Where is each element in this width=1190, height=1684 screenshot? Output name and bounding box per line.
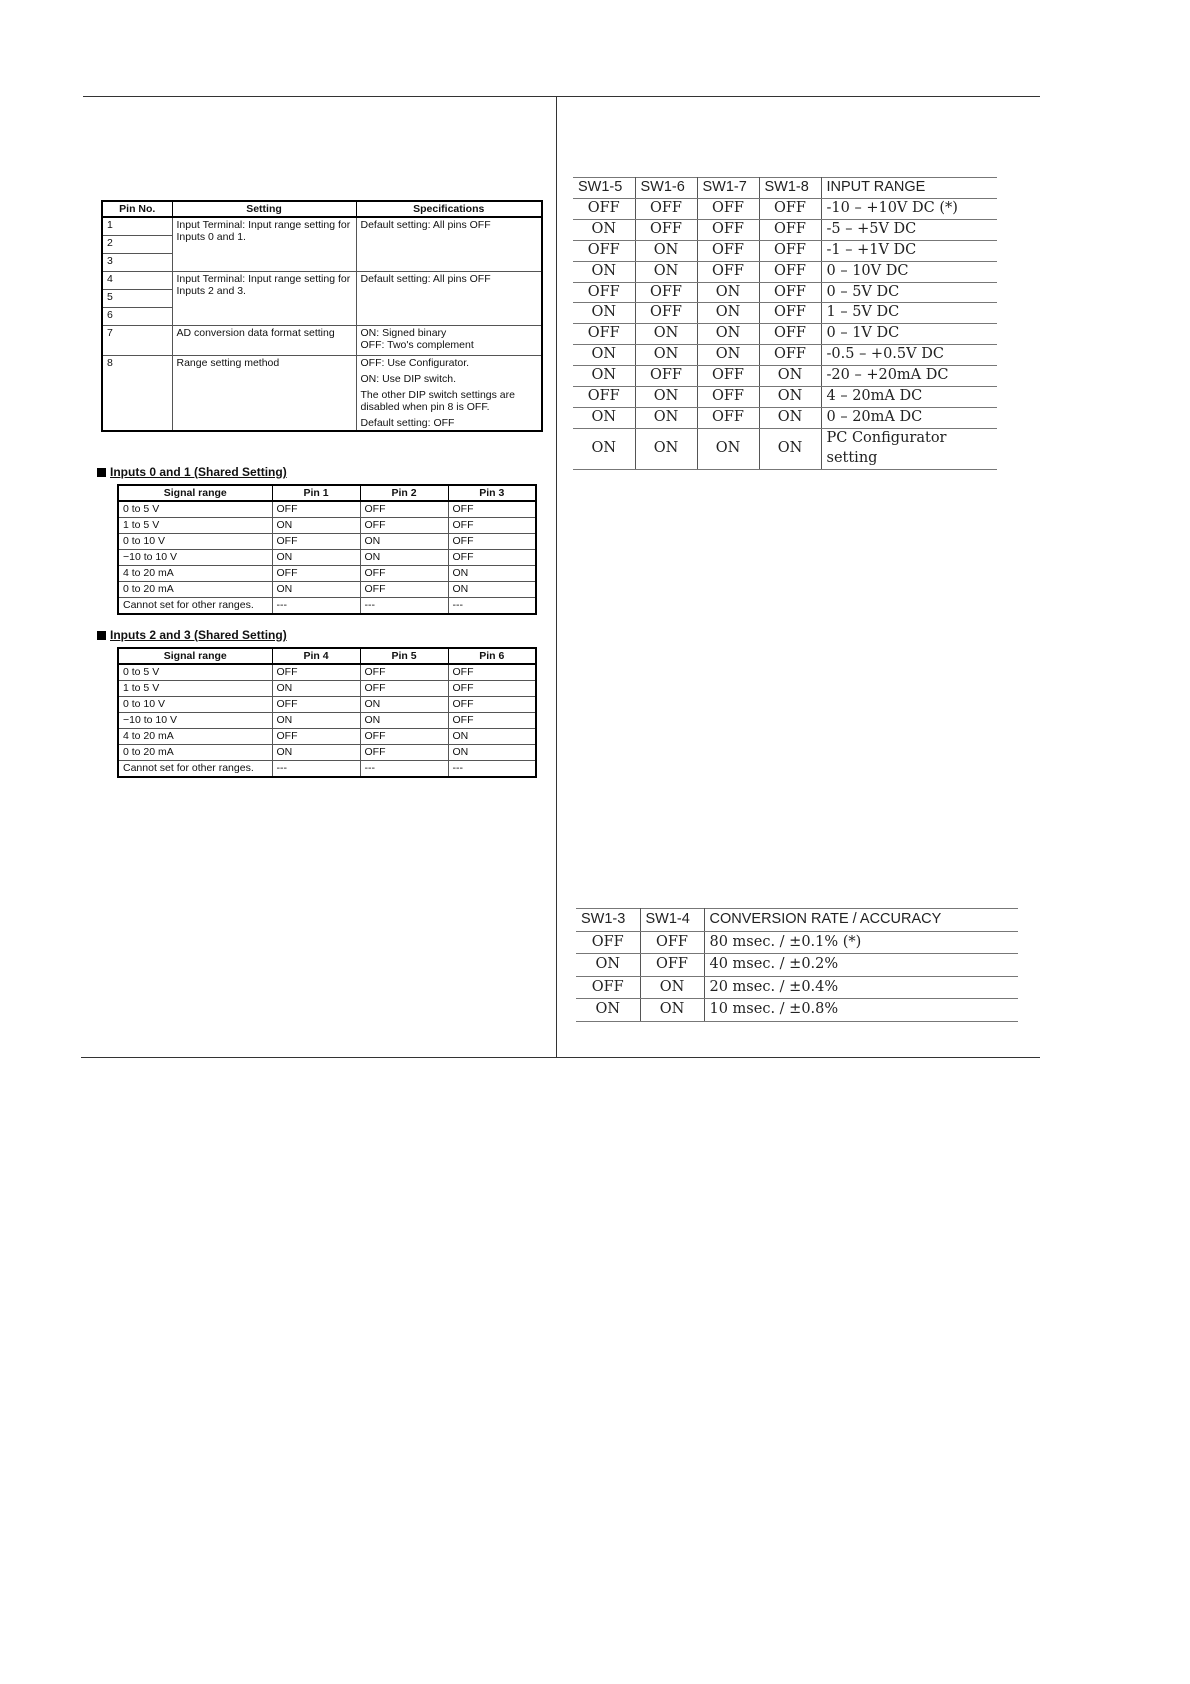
table-row [118, 745, 536, 761]
table-cell: OFF [360, 582, 448, 598]
table-cell: OFF [448, 681, 536, 697]
column-header: Pin 5 [360, 648, 448, 664]
table-cell: ON [576, 954, 640, 977]
table-cell: ON [759, 428, 821, 469]
column-header: Pin 2 [360, 485, 448, 501]
table-row [118, 681, 536, 697]
table-cell: OFF [448, 697, 536, 713]
table-cell: ON [697, 428, 759, 469]
pin-header: Pin No. [102, 201, 172, 217]
table-cell: ON [448, 582, 536, 598]
setting-header: Setting [172, 201, 356, 217]
table-cell: OFF [573, 240, 635, 261]
pin-number: 8 [102, 356, 172, 432]
column-header: SW1-3 [576, 909, 640, 932]
column-header: SW1-5 [573, 178, 635, 199]
spec-line: ON: Use DIP switch. [360, 373, 456, 385]
column-header: Pin 6 [448, 648, 536, 664]
table-cell: OFF [759, 282, 821, 303]
table-cell: --- [272, 598, 360, 615]
conversion-rate-table [576, 908, 1018, 1022]
column-divider [556, 96, 557, 1058]
table-cell: OFF [635, 219, 697, 240]
table-cell: 0 – 10V DC [821, 261, 997, 282]
spec-cell [356, 326, 542, 356]
spec-line: OFF: Two's complement [360, 339, 474, 351]
table-cell: OFF [360, 566, 448, 582]
table-cell: OFF [697, 366, 759, 387]
table-cell: ON [635, 387, 697, 408]
setting-cell: Range setting method [172, 356, 356, 432]
table-row [573, 387, 997, 408]
table-cell: OFF [448, 713, 536, 729]
table-cell: ON [360, 713, 448, 729]
table-cell: 40 msec. / ±0.2% [704, 954, 1018, 977]
table-cell: OFF [573, 198, 635, 219]
table-row [573, 240, 997, 261]
table-cell: ON [360, 534, 448, 550]
pin-number: 3 [102, 254, 172, 272]
table-cell: OFF [640, 954, 704, 977]
table-cell: OFF [272, 534, 360, 550]
table-cell: Cannot set for other ranges. [118, 598, 272, 615]
pin-number: 2 [102, 236, 172, 254]
table-cell: ON [759, 387, 821, 408]
table-cell: ON [635, 324, 697, 345]
table-cell: 1 to 5 V [118, 681, 272, 697]
spec-line: ON: Signed binary [360, 327, 447, 339]
spec-cell [356, 356, 542, 432]
pin-number: 7 [102, 326, 172, 356]
table-cell: ON [640, 976, 704, 999]
table-row [118, 664, 536, 681]
table-row [118, 729, 536, 745]
table-cell: ON [272, 713, 360, 729]
column-header: SW1-4 [640, 909, 704, 932]
table-row [576, 999, 1018, 1022]
table-cell: ON [635, 407, 697, 428]
section-title-inputs-2-3: Inputs 2 and 3 (Shared Setting) [97, 628, 287, 642]
table-row [573, 428, 997, 469]
table-cell: ON [360, 550, 448, 566]
table-row [118, 598, 536, 615]
table-cell: ON [697, 303, 759, 324]
table-row [573, 407, 997, 428]
table-cell: Cannot set for other ranges. [118, 761, 272, 778]
table-cell: OFF [272, 664, 360, 681]
table-row [576, 954, 1018, 977]
column-header: SW1-7 [697, 178, 759, 199]
table-cell: 0 – 5V DC [821, 282, 997, 303]
column-header: CONVERSION RATE / ACCURACY [704, 909, 1018, 932]
table-cell: OFF [573, 387, 635, 408]
table-row [102, 326, 542, 356]
table-row [573, 261, 997, 282]
bottom-divider [81, 1057, 1040, 1058]
table-row [118, 713, 536, 729]
table-cell: ON [448, 566, 536, 582]
column-header: SW1-8 [759, 178, 821, 199]
table-cell: OFF [272, 566, 360, 582]
table-cell: ON [759, 407, 821, 428]
table-cell: ON [272, 550, 360, 566]
table-cell: OFF [448, 518, 536, 534]
table-cell: 0 to 10 V [118, 697, 272, 713]
table-row [118, 566, 536, 582]
table-cell: ON [272, 518, 360, 534]
table-cell: −10 to 10 V [118, 713, 272, 729]
table-cell: ON [697, 324, 759, 345]
table-cell: 1 – 5V DC [821, 303, 997, 324]
table-cell: ON [573, 261, 635, 282]
inputs-2-3-table [117, 647, 537, 778]
table-cell: ON [573, 407, 635, 428]
table-cell: --- [272, 761, 360, 778]
pin-number: 5 [102, 290, 172, 308]
spec-line: OFF: Use Configurator. [360, 357, 470, 369]
table-cell: OFF [635, 303, 697, 324]
pin-number: 6 [102, 308, 172, 326]
table-cell: --- [360, 598, 448, 615]
table-cell: -1 – +1V DC [821, 240, 997, 261]
table-row [102, 217, 542, 236]
table-row [573, 219, 997, 240]
pin-number: 1 [102, 217, 172, 236]
table-cell: OFF [759, 261, 821, 282]
table-cell: 4 – 20mA DC [821, 387, 997, 408]
table-cell: OFF [640, 931, 704, 954]
table-cell: OFF [360, 501, 448, 518]
table-cell: OFF [635, 366, 697, 387]
table-row [573, 198, 997, 219]
inputs-0-1-table [117, 484, 537, 615]
table-row [118, 697, 536, 713]
column-header: Signal range [118, 485, 272, 501]
table-row [118, 501, 536, 518]
table-cell: ON [640, 999, 704, 1022]
table-cell: −10 to 10 V [118, 550, 272, 566]
table-cell: -5 – +5V DC [821, 219, 997, 240]
table-cell: OFF [697, 261, 759, 282]
table-cell: OFF [360, 664, 448, 681]
table-row [576, 976, 1018, 999]
table-cell: ON [635, 345, 697, 366]
table-cell: 0 – 1V DC [821, 324, 997, 345]
table-cell: OFF [360, 745, 448, 761]
table-cell: OFF [360, 681, 448, 697]
table-cell: 10 msec. / ±0.8% [704, 999, 1018, 1022]
table-cell: ON [272, 681, 360, 697]
table-cell: 20 msec. / ±0.4% [704, 976, 1018, 999]
pin-number: 4 [102, 272, 172, 290]
table-row [573, 303, 997, 324]
table-cell: ON [697, 345, 759, 366]
table-cell: ON [272, 745, 360, 761]
table-cell: OFF [697, 240, 759, 261]
table-cell: OFF [759, 324, 821, 345]
table-row [576, 931, 1018, 954]
table-cell: OFF [759, 198, 821, 219]
table-cell: 0 to 5 V [118, 664, 272, 681]
table-cell: ON [576, 999, 640, 1022]
table-cell: OFF [697, 219, 759, 240]
table-cell: ON [635, 428, 697, 469]
square-bullet-icon [97, 631, 106, 640]
table-cell: OFF [272, 697, 360, 713]
setting-cell: AD conversion data format setting [172, 326, 356, 356]
table-cell: ON [573, 345, 635, 366]
table-cell: 0 to 20 mA [118, 745, 272, 761]
table-cell: 4 to 20 mA [118, 566, 272, 582]
table-cell: OFF [573, 282, 635, 303]
table-cell: 0 to 10 V [118, 534, 272, 550]
table-cell: 80 msec. / ±0.1% (*) [704, 931, 1018, 954]
table-cell: OFF [697, 387, 759, 408]
spec-header: Specifications [356, 201, 542, 217]
table-cell: --- [360, 761, 448, 778]
input-range-table [573, 177, 997, 470]
table-row [573, 324, 997, 345]
table-cell: OFF [360, 729, 448, 745]
table-cell: OFF [759, 345, 821, 366]
table-cell: -20 – +20mA DC [821, 366, 997, 387]
table-cell: ON [697, 282, 759, 303]
table-cell: ON [635, 261, 697, 282]
table-cell: ON [573, 219, 635, 240]
column-header: Signal range [118, 648, 272, 664]
table-cell: ON [635, 240, 697, 261]
table-cell: OFF [697, 198, 759, 219]
table-cell: OFF [759, 303, 821, 324]
table-row [118, 582, 536, 598]
square-bullet-icon [97, 468, 106, 477]
table-cell: OFF [448, 534, 536, 550]
table-cell: 0 to 5 V [118, 501, 272, 518]
table-cell: OFF [759, 240, 821, 261]
table-row [573, 345, 997, 366]
table-cell: OFF [635, 282, 697, 303]
table-cell: OFF [272, 501, 360, 518]
table-cell: --- [448, 598, 536, 615]
column-header: Pin 4 [272, 648, 360, 664]
table-cell: ON [448, 745, 536, 761]
table-cell: ON [573, 303, 635, 324]
top-divider [83, 96, 1040, 97]
column-header: Pin 1 [272, 485, 360, 501]
table-cell: 0 to 20 mA [118, 582, 272, 598]
table-cell: OFF [448, 550, 536, 566]
setting-cell: Input Terminal: Input range setting for Inputs 2 and 3. [172, 272, 356, 326]
table-row [118, 534, 536, 550]
table-cell: --- [448, 761, 536, 778]
setting-cell: Input Terminal: Input range setting for Inputs 0 and 1. [172, 217, 356, 272]
pin-settings-table [101, 200, 543, 432]
table-cell: OFF [448, 664, 536, 681]
table-cell: OFF [697, 407, 759, 428]
table-cell: OFF [573, 324, 635, 345]
table-cell: ON [448, 729, 536, 745]
table-row [573, 366, 997, 387]
spec-cell: Default setting: All pins OFF [356, 272, 542, 326]
table-cell: ON [573, 366, 635, 387]
table-row [102, 272, 542, 290]
table-row [118, 518, 536, 534]
table-row [118, 761, 536, 778]
section-title-inputs-0-1: Inputs 0 and 1 (Shared Setting) [97, 465, 287, 479]
table-cell: OFF [576, 976, 640, 999]
table-cell: ON [272, 582, 360, 598]
table-cell: OFF [635, 198, 697, 219]
table-cell: ON [759, 366, 821, 387]
spec-line: The other DIP switch settings are disabled when pin 8 is OFF. [360, 389, 515, 413]
table-cell: 4 to 20 mA [118, 729, 272, 745]
table-cell: ON [360, 697, 448, 713]
table-row [118, 550, 536, 566]
table-cell: OFF [448, 501, 536, 518]
table-cell: OFF [576, 931, 640, 954]
table-cell: ON [573, 428, 635, 469]
column-header: SW1-6 [635, 178, 697, 199]
table-cell: OFF [360, 518, 448, 534]
spec-cell: Default setting: All pins OFF [356, 217, 542, 272]
column-header: Pin 3 [448, 485, 536, 501]
table-cell: 0 – 20mA DC [821, 407, 997, 428]
column-header: INPUT RANGE [821, 178, 997, 199]
table-cell: -0.5 – +0.5V DC [821, 345, 997, 366]
table-cell: 1 to 5 V [118, 518, 272, 534]
table-row [102, 356, 542, 432]
table-cell: PC Configurator setting [821, 428, 997, 469]
spec-line: Default setting: OFF [360, 417, 455, 429]
table-cell: OFF [272, 729, 360, 745]
table-row [573, 282, 997, 303]
table-cell: -10 – +10V DC (*) [821, 198, 997, 219]
table-cell: OFF [759, 219, 821, 240]
